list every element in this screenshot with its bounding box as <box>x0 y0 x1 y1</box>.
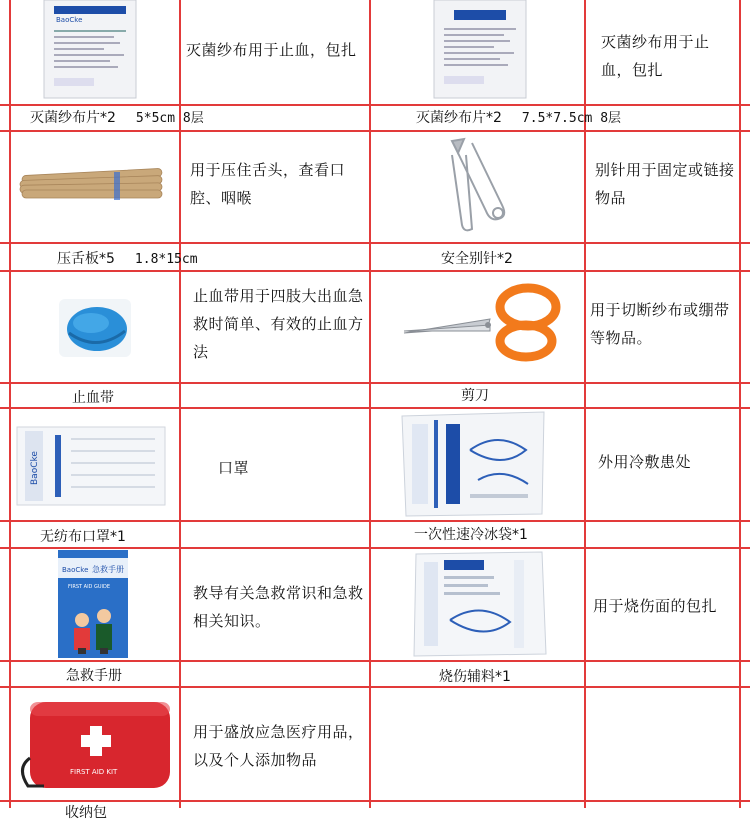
manual-cover-subtitle: FIRST AID GUIDE <box>68 584 110 590</box>
item-caption <box>414 525 528 545</box>
item-description: 外用冷敷患处 <box>598 453 692 471</box>
item-description: 教导有关急救常识和急救相关知识。 <box>193 584 364 630</box>
row-divider <box>0 660 750 662</box>
svg-text:BaoCke: BaoCke <box>56 16 83 24</box>
row-divider <box>0 547 750 549</box>
item-spec: 1.8*15cm <box>134 252 198 267</box>
item-name: 收纳包 <box>65 805 107 821</box>
row-divider <box>0 130 750 132</box>
item-caption <box>65 803 107 823</box>
item-name: 灭菌纱布片*2 <box>416 110 502 126</box>
row-divider <box>0 270 750 272</box>
item-description: 用于烧伤面的包扎 <box>593 597 718 615</box>
row-divider <box>0 800 750 802</box>
ice-pack-icon <box>398 410 548 518</box>
item-description: 止血带用于四肢大出血急救时简单、有效的止血方法 <box>193 287 364 361</box>
item-caption <box>57 249 198 270</box>
item-caption <box>441 249 513 269</box>
row-divider <box>0 382 750 384</box>
item-spec: 7.5*7.5cm 8层 <box>521 111 622 126</box>
item-description: 灭菌纱布用于止血，包扎 <box>186 41 357 59</box>
item-caption <box>66 666 122 686</box>
item-description: 口罩 <box>218 459 250 477</box>
item-name: 一次性速冷冰袋*1 <box>414 527 528 543</box>
tourniquet-icon <box>55 293 135 363</box>
item-caption <box>439 667 511 687</box>
item-spec: 5*5cm 8层 <box>135 111 204 126</box>
item-description: 用于切断纱布或绷带等物品。 <box>590 301 730 347</box>
item-name: 灭菌纱布片*2 <box>30 110 116 126</box>
item-name: 压舌板*5 <box>57 251 115 267</box>
tongue-depressor-icon <box>18 158 168 208</box>
item-description: 用于盛放应急医疗用品，以及个人添加物品 <box>193 723 364 769</box>
brand-label: BaoCke <box>62 566 89 574</box>
item-description: 灭菌纱布用于止血，包扎 <box>601 33 710 79</box>
brand-label: BaoCke <box>30 451 40 485</box>
item-name: 急救手册 <box>66 668 122 684</box>
safety-pin-icon <box>432 135 522 235</box>
item-description: 别针用于固定或链接物品 <box>595 161 735 207</box>
item-caption <box>416 108 621 129</box>
row-divider <box>0 686 750 688</box>
item-caption <box>30 108 204 129</box>
gauze-pack-icon <box>430 0 530 100</box>
item-name: 烧伤辅料*1 <box>439 669 511 685</box>
row-divider <box>0 104 750 106</box>
item-description: 用于压住舌头，查看口腔、咽喉 <box>190 161 346 207</box>
item-name: 剪刀 <box>461 388 489 404</box>
item-name: 止血带 <box>72 390 114 406</box>
first-aid-manual-icon <box>58 550 128 658</box>
row-divider <box>0 520 750 522</box>
mask-pack-icon <box>15 425 167 507</box>
bag-label: FIRST AID KIT <box>70 768 118 776</box>
item-caption <box>40 527 126 547</box>
first-aid-bag-icon <box>14 698 172 796</box>
item-name: 无纺布口罩*1 <box>40 529 126 545</box>
row-divider <box>0 242 750 244</box>
scissors-icon <box>400 283 565 363</box>
item-caption <box>461 386 489 406</box>
manual-cover-title: 急救手册 <box>92 565 124 574</box>
item-caption <box>72 388 114 408</box>
item-name: 安全别针*2 <box>441 251 513 267</box>
burn-dressing-icon <box>410 550 550 658</box>
gauze-pack-icon <box>40 0 140 100</box>
